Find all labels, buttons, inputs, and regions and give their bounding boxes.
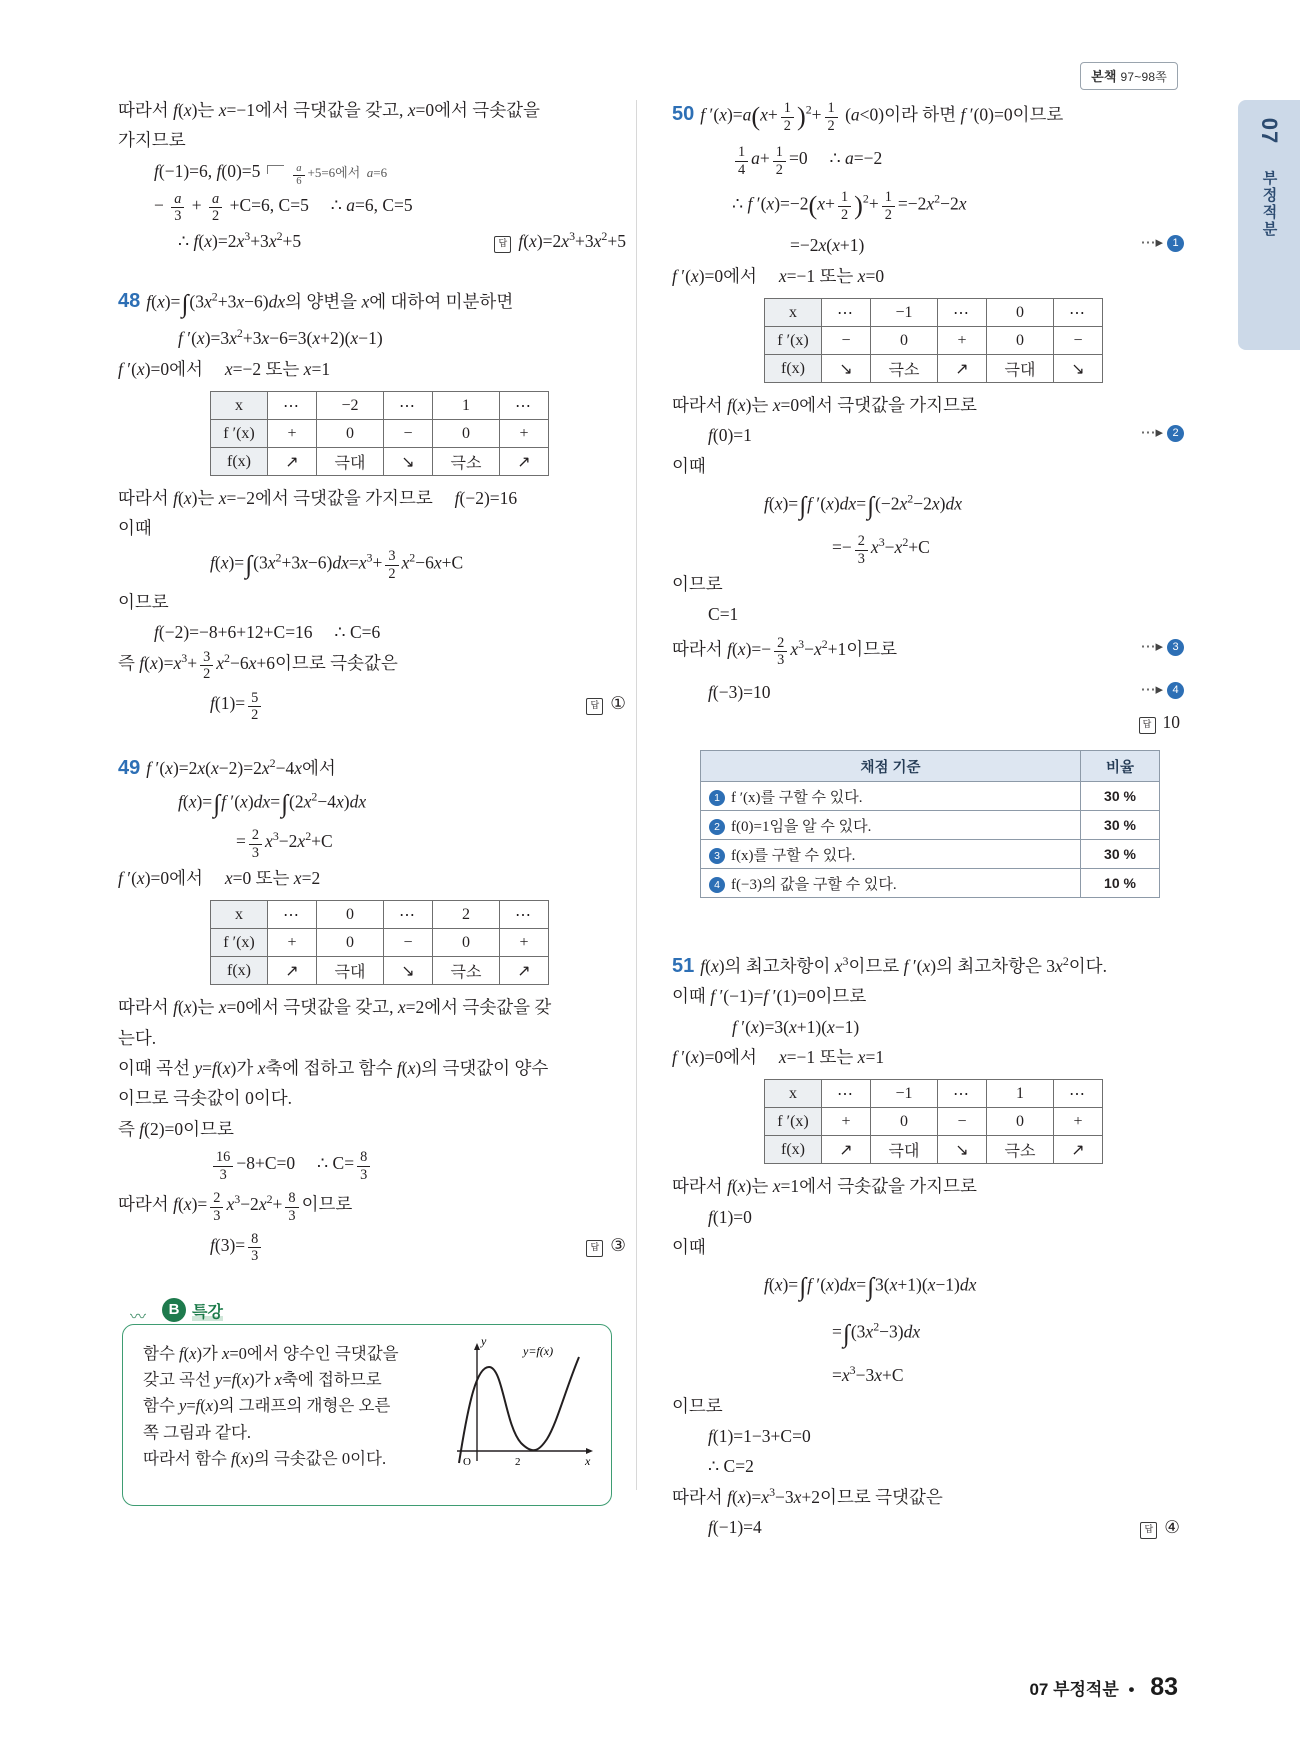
cell: ↗ [1054,1136,1103,1164]
step-circle: 1 [709,790,725,806]
cell: ↗ [500,448,549,476]
cell: x [211,901,268,929]
cell: + [500,929,549,957]
cell: − [1054,327,1103,355]
cell: 극소 [433,448,500,476]
q51-line-4: f ′(x)=0에서 x=−1 또는 x=1 [672,1046,885,1067]
svg-text:O: O [463,1455,471,1468]
cell: 극대 [987,355,1054,383]
scoring-criteria-cell: 3 f(x)를 구할 수 있다. [701,840,1081,869]
cell: ↗ [822,1136,871,1164]
cell: ⋯ [822,1080,871,1108]
tip-box [122,1324,612,1506]
scoring-header-criteria: 채점 기준 [701,751,1081,782]
tip-text [143,1341,433,1473]
chapter-side-tab [1238,100,1300,350]
cell: 0 [317,420,384,448]
tip-line-4: 쪽 그림과 같다. [143,1422,252,1442]
q48-line-3: f ′(x)=0에서 x=−2 또는 x=1 [118,358,331,379]
cell: f(x) [765,1136,822,1164]
scoring-header-ratio: 비율 [1081,751,1160,782]
q51-line-5: 따라서 f(x)는 x=1에서 극솟값을 가지므로 [672,1176,977,1197]
question-50: 50 f ′(x)=a(x+ $\frac{1}{2}$ )$^2$+ $\frac{1}{2}$ (a<0)이라 하면 f ′(0)=0이므로 [672,100,1064,134]
question-48: 48 $f(x)=\int(3x^2+3x-6)dx$의 양변을 x에 대하여 미분하면 [118,289,514,318]
cell: f ′(x) [765,327,822,355]
cell: ⋯ [268,901,317,929]
question-49-number: 49 [118,757,141,780]
step-circle: 4 [1167,682,1184,699]
q48-line-9: 즉 $f(x)=x^3+$ $\frac{3}{2}$ $x^2-6x+6$이므로 극솟값은 [118,648,398,683]
q51-line-8: f(x)=∫f ′(x)dx=∫3(x+1)(x−1)dx [764,1273,977,1302]
q49-line-9: 즉 f(2)=0이므로 [118,1118,234,1139]
footer-page-number: 83 [1150,1673,1178,1701]
scoring-ratio-cell: 30 % [1081,811,1160,840]
q49-line-2: f(x)=∫f $'(x)dx=\int(2x^2-4x)dx$ [178,789,367,819]
q49-line-8: 이므로 극솟값이 0이다. [118,1088,293,1109]
cell: ⋯ [1054,299,1103,327]
side-tab-label: 부정적분 [1260,170,1278,238]
q49-line-5: 따라서 f(x)는 x=0에서 극댓값을 갖고, x=2에서 극솟값을 갖 [118,997,552,1018]
table-row [701,811,1160,840]
cell: 극대 [871,1136,938,1164]
tip-title: 특강 [192,1299,223,1321]
cell: 0 [317,901,384,929]
step-marker-2: ⋯▸ 2 [1140,421,1184,445]
answer-icon: 답 [494,236,511,253]
answer-q48: 답 ① [586,689,626,717]
cell: f(x) [211,957,268,985]
scoring-ratio-cell: 30 % [1081,782,1160,811]
cell: f(x) [765,355,822,383]
q48-line-8: f(−2)=−8+6+12+C=16 ∴ C=6 [154,622,381,643]
svg-text:x: x [585,1453,591,1468]
cell: 극대 [317,957,384,985]
answer-intro: 답 $f(x)=2x^3+3x^2+5$ [494,227,626,255]
cell: − [822,327,871,355]
cell: ⋯ [938,299,987,327]
step-circle: 2 [1167,425,1184,442]
cell: ⋯ [1054,1080,1103,1108]
intro-line-3: f(−1)=6, f(0)=5 $\frac{a}{6}$ +5=6에서 a=6 [154,160,388,187]
svg-text:y: y [481,1338,487,1348]
cell: ⋯ [500,392,549,420]
q51-line-15: f(−1)=4 답 ④ [708,1513,1184,1541]
table-row [211,392,549,420]
question-48-number: 48 [118,290,141,313]
cell: f ′(x) [765,1108,822,1136]
q51-variation-table [764,1079,1103,1164]
tip-badge: B [162,1298,186,1322]
q48-line-7: 이므로 [118,591,169,612]
cell: 0 [871,327,938,355]
q51-line-10: $=x^3-3x+C$ [832,1363,904,1386]
column-divider [636,100,637,1490]
table-row [211,957,549,985]
table-row [765,1108,1103,1136]
q49-line-7: 이때 곡선 y=f(x)가 x축에 접하고 함수 f(x)의 극댓값이 양수 [118,1058,549,1079]
cell: − [384,929,433,957]
question-51: 51 f(x)의 최고차항이 $x^3$이므로 f ′(x)의 최고차항은 $3x^2$이다. [672,954,1107,978]
step-circle: 2 [709,819,725,835]
q49-line-10: $\frac{16}{3}$ −8+C=0 ∴ C= $\frac{8}{3}$ [210,1149,630,1184]
cell: 극소 [871,355,938,383]
q48-line-5: 이때 [118,518,152,539]
cell: 극대 [317,448,384,476]
q51-line-2: 이때 f ′(−1)=f ′(1)=0이므로 [672,986,867,1007]
scoring-ratio-cell: 10 % [1081,869,1160,898]
answer-icon: 답 [586,698,603,715]
q50-line-11: 이므로 [672,573,723,594]
q50-line-2: $\frac{1}{4}$ a+ $\frac{1}{2}$ =0 ∴ a=−2 [732,144,1184,179]
q50-line-6: 따라서 f(x)는 x=0에서 극댓값을 가지므로 [672,395,977,416]
table-row [765,1080,1103,1108]
cell: + [1054,1108,1103,1136]
tip-graph [447,1339,597,1479]
cell: −1 [871,1080,938,1108]
cell: x [765,299,822,327]
intro-line-5: ∴ $f(x)=2x^3+3x^2+5$ 답 $f(x)=2x^3+3x^2+5$ [178,227,630,255]
step-marker-4: ⋯▸ 4 [1140,678,1184,702]
q48-line-4: 따라서 f(x)는 x=−2에서 극댓값을 가지므로 f(−2)=16 [118,488,518,509]
header-page-range: 97~98쪽 [1120,70,1167,84]
svg-text:2: 2 [515,1455,521,1468]
table-row [765,355,1103,383]
cell: f ′(x) [211,420,268,448]
cell: 1 [987,1080,1054,1108]
tip-line-3: 함수 y=f(x)의 그래프의 개형은 오른 [143,1396,391,1416]
cell: ↘ [938,1136,987,1164]
cell: ⋯ [384,392,433,420]
q51-line-6: f(1)=0 [708,1206,752,1227]
footer-separator: • [1128,1680,1135,1699]
table-header-row [701,751,1160,782]
header-page-reference [1080,62,1178,90]
cell: ↗ [268,448,317,476]
intro-side-note: $\frac{a}{6}$ +5=6에서 a=6 [290,165,387,180]
tip-header [122,1298,612,1324]
q50-line-13: 따라서 f(x)=− $\frac{2}{3}$ $x^3-x^2+1$이므로 ⋯▸ 3 [672,635,1184,670]
q49-variation-table [210,900,549,985]
cell: ↘ [1054,355,1103,383]
cell: ↘ [384,957,433,985]
cell: 0 [317,929,384,957]
q50-line-10: =− $\frac{2}{3}$ $x^3-x^2+C$ [832,533,930,567]
cell: ⋯ [384,901,433,929]
step-marker-1: ⋯▸ 1 [1140,231,1184,255]
cell: + [938,327,987,355]
cell: + [268,929,317,957]
table-row [765,299,1103,327]
cell: −1 [871,299,938,327]
cell: ↗ [268,957,317,985]
q48-line-6: $f(x)=\int(3x^2+3x-6)dx=x^3+$ $\frac{3}{2}$ $x^2-6x+C$ [210,548,464,582]
table-row [701,869,1160,898]
q49-line-6: 는다. [118,1027,157,1048]
table-row [211,901,549,929]
cell: 0 [987,327,1054,355]
q50-line-7: f(0)=1 ⋯▸ 2 [708,421,1184,449]
table-row [765,1136,1103,1164]
question-49: 49 f $'(x)=2x(x-2)=2x^2-4x$에서 [118,756,336,780]
cell: 0 [987,1108,1054,1136]
q51-line-3: f ′(x)=3(x+1)(x−1) [732,1016,860,1037]
intro-line-2: 가지므로 [118,130,186,151]
page-footer [1029,1673,1178,1702]
right-column [672,96,1184,1544]
cell: − [384,420,433,448]
question-51-number: 51 [672,955,695,978]
cell: 1 [433,392,500,420]
cell: x [211,392,268,420]
cell: 0 [433,929,500,957]
answer-icon: 답 [1140,1522,1157,1539]
q50-line-14: f(−3)=10 ⋯▸ 4 [708,678,1184,706]
decoration-icon: 〰 [130,1308,146,1326]
step-circle: 4 [709,877,725,893]
scoring-ratio-cell: 30 % [1081,840,1160,869]
cell: + [822,1108,871,1136]
q49-line-11: 따라서 f(x)= $\frac{2}{3}$ $x^3-2x^2+$ $\frac{8}{3}$ 이므로 [118,1190,353,1224]
answer-icon: 답 [1139,717,1156,734]
intro-line-4: − $\frac{a}{3}$ + $\frac{a}{2}$ +C=6, C=5 ∴ a=6, C=5 [154,190,413,225]
cell: ↘ [822,355,871,383]
cell: 극소 [433,957,500,985]
q51-line-12: f(1)=1−3+C=0 [708,1426,811,1447]
q51-line-14: 따라서 $f(x)=x^3-3x+2$이므로 극댓값은 [672,1484,943,1507]
intro-line-1: 따라서 f(x)는 x=−1에서 극댓값을 갖고, x=0에서 극솟값을 [118,100,540,120]
q50-line-12: C=1 [708,604,739,625]
q51-line-11: 이므로 [672,1395,723,1416]
answer-q50: 답 10 [1139,708,1181,736]
cell: x [765,1080,822,1108]
footer-chapter: 07 부정적분 [1029,1680,1119,1699]
q50-line-8: 이때 [672,455,706,476]
cell: 극소 [987,1136,1054,1164]
note-hook [267,165,284,174]
step-circle: 3 [1167,639,1184,656]
cell: ⋯ [938,1080,987,1108]
question-50-number: 50 [672,103,695,126]
q51-line-9: $=\int(3x^2-3)dx$ [832,1319,921,1349]
q50-line-9: f(x)=∫f $'(x)dx=\int(-2x^2-2x)dx$ [764,491,962,521]
table-row [701,840,1160,869]
cell: 0 [433,420,500,448]
answer-icon: 답 [586,1240,603,1257]
q48-line-2: f $'(x)=3x^2+3x-6=3(x+2)(x-1)$ [178,326,383,349]
step-circle: 3 [709,848,725,864]
cell: ⋯ [268,392,317,420]
scoring-criteria-cell: 2 f(0)=1임을 알 수 있다. [701,811,1081,840]
header-book-label: 본책 [1091,69,1117,84]
cell: 2 [433,901,500,929]
tip-line-1: 함수 f(x)가 x=0에서 양수인 극댓값을 [143,1343,399,1363]
left-column [118,96,630,1506]
q51-line-13: ∴ C=2 [708,1456,754,1477]
cell: ⋯ [500,901,549,929]
table-row [211,929,549,957]
table-row [701,782,1160,811]
q48-variation-table [210,391,549,476]
cell: + [268,420,317,448]
cell: 0 [871,1108,938,1136]
cell: f ′(x) [211,929,268,957]
cell: 0 [987,299,1054,327]
q48-line-10: f(1)= $\frac{5}{2}$ 답 ① [210,689,626,723]
table-row [211,448,549,476]
side-tab-number: 07 [1257,117,1282,145]
cell: f(x) [211,448,268,476]
cell: ↗ [938,355,987,383]
cell: − [938,1108,987,1136]
q50-line-3: ∴ f ′(x)=−2(x+ $\frac{1}{2}$ )$^2$+ $\frac{1}{2}$ $=-2x^2-2x$ [732,189,967,223]
answer-q49: 답 ③ [586,1231,626,1259]
svg-text:y=f(x): y=f(x) [523,1343,554,1358]
cell: −2 [317,392,384,420]
step-circle: 1 [1167,235,1184,252]
tip-line-2: 갖고 곡선 y=f(x)가 x축에 접하므로 [143,1370,382,1390]
q51-line-7: 이때 [672,1236,706,1257]
cell: ⋯ [822,299,871,327]
table-row [765,327,1103,355]
q50-line-5: f ′(x)=0에서 x=−1 또는 x=0 [672,265,885,286]
step-marker-3: ⋯▸ 3 [1140,635,1184,659]
scoring-criteria-table [700,750,1160,898]
scoring-criteria-cell: 1 f ′(x)를 구할 수 있다. [701,782,1081,811]
cell: ↘ [384,448,433,476]
q50-line-4: =−2x(x+1) ⋯▸ 1 [790,231,1184,259]
q49-line-4: f ′(x)=0에서 x=0 또는 x=2 [118,868,321,889]
cell: ↗ [500,957,549,985]
cell: + [500,420,549,448]
q50-variation-table [764,298,1103,383]
q49-line-12: f(3)= $\frac{8}{3}$ 답 ③ [210,1230,626,1265]
answer-q51: 답 ④ [1140,1513,1180,1541]
table-row [211,420,549,448]
scoring-criteria-cell: 4 f(−3)의 값을 구할 수 있다. [701,869,1081,898]
tip-line-5: 따라서 함수 f(x)의 극솟값은 0이다. [143,1449,387,1469]
tip-section [122,1298,612,1506]
q49-line-3: = $\frac{2}{3}$ $x^3-2x^2+C$ [236,827,333,861]
